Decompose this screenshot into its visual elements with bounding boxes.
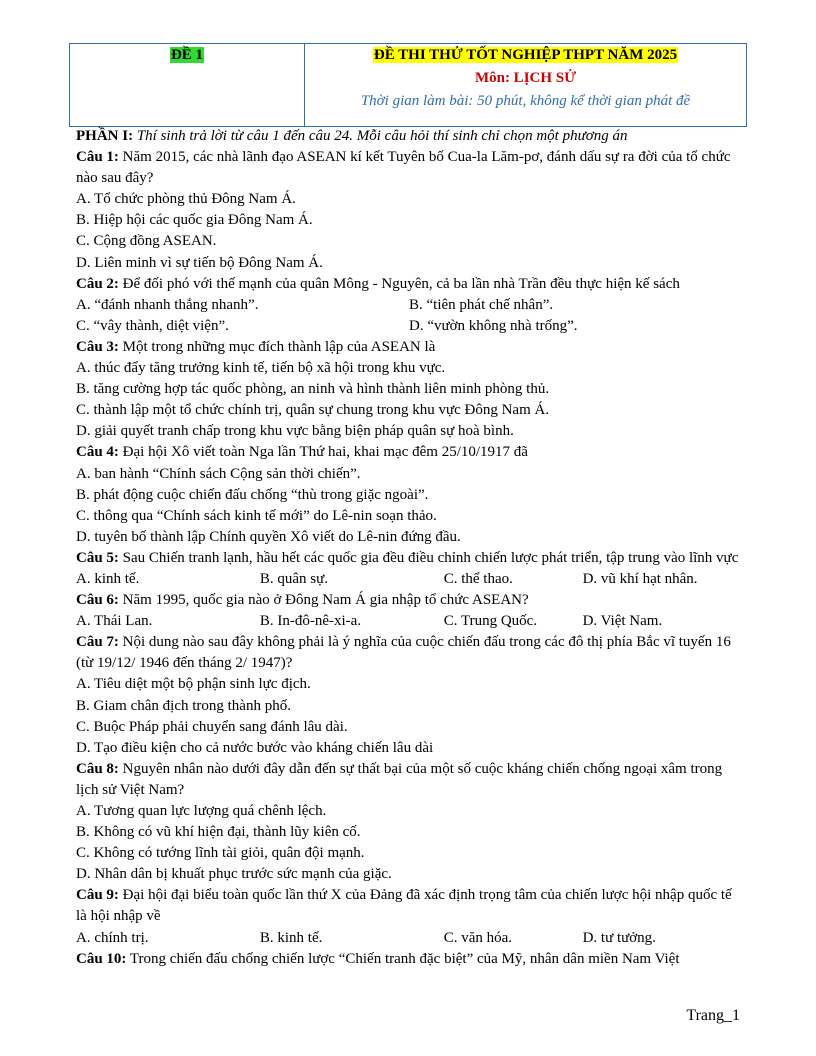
option: D. Việt Nam. [582, 613, 663, 630]
option: B. “tiên phát chế nhân”. [409, 296, 554, 313]
exam-time: Thời gian làm bài: 50 phút, không kể thời gian phát đề [360, 93, 691, 109]
option: C. Buộc Pháp phải chuyển sang đánh lâu dài. [76, 718, 348, 735]
question-text: Năm 2015, các nhà lãnh đạo ASEAN kí kết Tuyên bố Cua-la Lăm-pơ, đánh dấu sự ra đời của tổ chức nào sau đây? [76, 149, 731, 187]
page-number: Trang_1 [686, 1007, 740, 1024]
option: A. “đánh nhanh thắng nhanh”. [76, 296, 259, 313]
option: B. tăng cường hợp tác quốc phòng, an ninh và hình thành liên minh phòng thủ. [76, 381, 550, 398]
question-2 [76, 274, 742, 295]
question-label: Câu 3: [76, 338, 119, 355]
option: B. phát động cuộc chiến đấu chống “thù trong giặc ngoài”. [76, 486, 429, 503]
question-label: Câu 9: [76, 887, 119, 904]
option: D. Tạo điều kiện cho cả nước bước vào kháng chiến lâu dài [76, 739, 434, 756]
question-4 [76, 442, 742, 463]
option: C. Cộng đồng ASEAN. [76, 233, 217, 250]
question-label: Câu 7: [76, 634, 119, 651]
question-text: Trong chiến đấu chống chiến lược “Chiến tranh đặc biệt” của Mỹ, nhân dân miền Nam Việt [129, 950, 680, 967]
option: D. Nhân dân bị khuất phục trước sức mạnh của giặc. [76, 866, 392, 883]
question-label: Câu 8: [76, 760, 119, 777]
option: C. “vây thành, diệt viện”. [76, 317, 229, 334]
exam-header-table [69, 43, 747, 127]
option: C. thông qua “Chính sách kinh tế mới” do Lê-nin soạn thảo. [76, 507, 437, 524]
exam-subject: Môn: LỊCH SỬ [474, 70, 577, 86]
question-text: Nguyên nhân nào dưới đây dẫn đến sự thất bại của một số cuộc kháng chiến chống ngoại xâm trong lịch sử Việt Nam? [76, 760, 723, 798]
question-text: Một trong những mục đích thành lập của ASEAN là [122, 338, 436, 355]
option: D. vũ khí hạt nhân. [582, 570, 698, 587]
option: C. thành lập một tổ chức chính trị, quân sự chung trong khu vực Đông Nam Á. [76, 402, 550, 419]
question-5 [76, 548, 742, 569]
part-heading [76, 126, 742, 147]
options-row [76, 569, 742, 590]
option: D. tuyên bố thành lập Chính quyền Xô viết do Lê-nin đứng đầu. [76, 528, 461, 545]
option: B. quân sự. [259, 570, 328, 587]
option: B. Hiệp hội các quốc gia Đông Nam Á. [76, 212, 313, 229]
question-6 [76, 590, 742, 611]
option: D. “vườn không nhà trống”. [409, 317, 578, 334]
question-label: Câu 2: [76, 275, 119, 292]
question-text: Nội dung nào sau đây không phải là ý nghĩa của cuộc chiến đấu trong các đô thị phía Bắc vĩ tuyến 16 (từ 19/12/ 1946 đến tháng 2/ 1947)? [76, 634, 731, 672]
question-label: Câu 1: [76, 149, 119, 166]
option: C. thể thao. [443, 570, 513, 587]
option: A. chính trị. [76, 929, 149, 946]
option: C. văn hóa. [443, 929, 513, 946]
option: A. Tiêu diệt một bộ phận sinh lực địch. [76, 676, 311, 693]
question-label: Câu 6: [76, 592, 119, 609]
option: B. In-đô-nê-xi-a. [259, 613, 362, 630]
option: B. kinh tế. [259, 929, 323, 946]
option: D. giải quyết tranh chấp trong khu vực bằng biện pháp quân sự hoà bình. [76, 423, 514, 440]
exam-content [76, 126, 742, 970]
option: A. kinh tế. [76, 570, 140, 587]
options-row [76, 295, 742, 316]
question-8 [76, 759, 742, 801]
option: A. Tương quan lực lượng quá chênh lệch. [76, 803, 327, 819]
question-text: Đại hội đại biểu toàn quốc lần thứ X của Đảng đã xác định trọng tâm của chiến lược hội nhập quốc tế là hội nhập về [76, 887, 732, 925]
question-text: Đại hội Xô viết toàn Nga lần Thứ hai, khai mạc đêm 25/10/1917 đã [122, 444, 528, 461]
question-label: Câu 10: [76, 950, 127, 967]
options-row [76, 611, 742, 632]
exam-title: ĐỀ THI THỬ TỐT NGHIỆP THPT NĂM 2025 [373, 47, 678, 63]
option: C. Không có tướng lĩnh tài giỏi, quân đội mạnh. [76, 845, 365, 862]
option: B. Giam chân địch trong thành phố. [76, 697, 291, 714]
option: B. Không có vũ khí hiện đại, thành lũy kiên cố. [76, 824, 361, 841]
question-label: Câu 4: [76, 444, 119, 461]
exam-code: ĐỀ 1 [170, 47, 204, 63]
question-10 [76, 949, 742, 970]
options-row [76, 316, 742, 337]
question-9 [76, 885, 742, 927]
question-text: Để đối phó với thế mạnh của quân Mông - Nguyên, cả ba lần nhà Trần đều thực hiện kế sách [122, 275, 680, 292]
option: A. ban hành “Chính sách Cộng sản thời chiến”. [76, 465, 361, 482]
question-7 [76, 632, 742, 674]
option: D. tư tưởng. [582, 929, 656, 946]
option: D. Liên minh vì sự tiến bộ Đông Nam Á. [76, 254, 323, 271]
part-instruction: Thí sinh trả lời từ câu 1 đến câu 24. Mỗi câu hỏi thí sinh chỉ chọn một phương án [136, 128, 628, 144]
exam-title-cell [305, 44, 746, 126]
question-label: Câu 5: [76, 549, 119, 566]
options-row [76, 928, 742, 949]
option: A. Tổ chức phòng thủ Đông Nam Á. [76, 191, 296, 208]
question-3 [76, 337, 742, 358]
question-text: Sau Chiến tranh lạnh, hầu hết các quốc gia đều điều chỉnh chiến lược phát triển, tập trung vào lĩnh vực [122, 549, 739, 566]
part-label: PHẦN I: [76, 128, 134, 144]
option: C. Trung Quốc. [443, 613, 538, 630]
question-1 [76, 147, 742, 189]
option: A. Thái Lan. [76, 613, 153, 630]
question-text: Năm 1995, quốc gia nào ở Đông Nam Á gia nhập tổ chức ASEAN? [122, 592, 529, 609]
exam-code-cell [70, 44, 305, 126]
option: A. thúc đẩy tăng trưởng kinh tế, tiến bộ xã hội trong khu vực. [76, 360, 446, 377]
